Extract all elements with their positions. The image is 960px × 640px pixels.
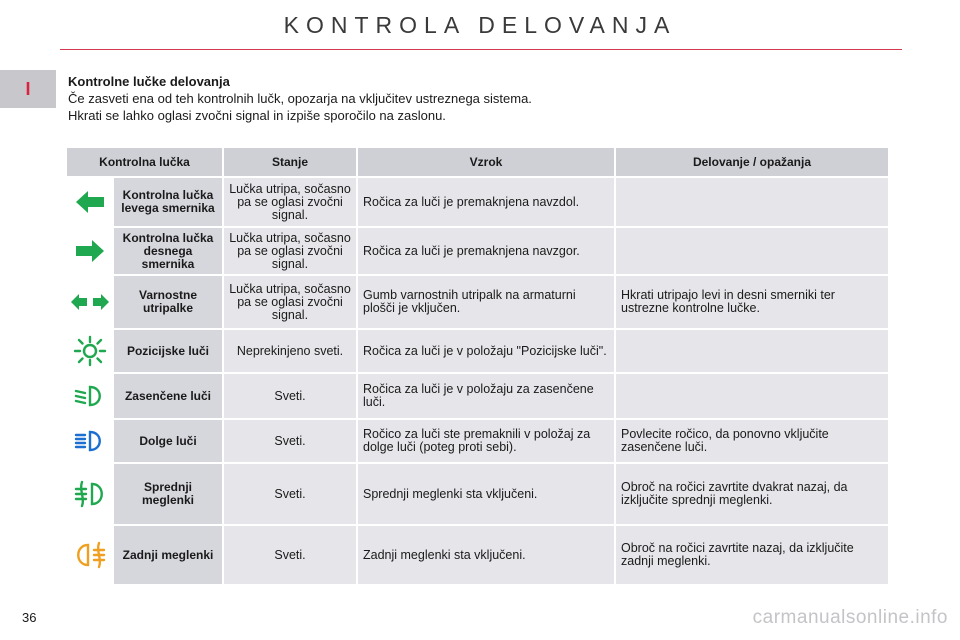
- light-state: Sveti.: [223, 419, 357, 463]
- front-fog-icon: [67, 480, 112, 508]
- light-cause: Ročica za luči je premaknjena navzdol.: [357, 177, 615, 227]
- page-title: KONTROLA DELOVANJA: [283, 12, 677, 38]
- light-action: [615, 227, 889, 275]
- light-name: Zasenčene luči: [113, 373, 223, 419]
- header-action: Delovanje / opažanja: [615, 148, 889, 177]
- light-icon-cell: [67, 373, 113, 419]
- light-cause: Ročica za luči je v položaju "Pozicijske luči".: [357, 329, 615, 373]
- light-state: Sveti.: [223, 373, 357, 419]
- table-row: [67, 525, 889, 585]
- light-cause: Zadnji meglenki sta vključeni.: [357, 525, 615, 585]
- section-tab[interactable]: I: [0, 70, 56, 108]
- light-cause: Sprednji meglenki sta vključeni.: [357, 463, 615, 525]
- intro-line-2: Hkrati se lahko oglasi zvočni signal in izpiše sporočilo na zaslonu.: [68, 108, 446, 123]
- light-icon-cell: [67, 463, 113, 525]
- light-cause: Gumb varnostnih utripalk na armaturni plošči je vključen.: [357, 275, 615, 329]
- light-action: [615, 373, 889, 419]
- intro-heading: Kontrolne lučke delovanja: [68, 74, 230, 89]
- light-state: Lučka utripa, sočasno pa se oglasi zvočni signal.: [223, 177, 357, 227]
- light-icon-cell: [67, 329, 113, 373]
- header-cause: Vzrok: [357, 148, 615, 177]
- table-row: [67, 275, 889, 329]
- right-turn-arrow-icon: [67, 239, 112, 263]
- light-state: Lučka utripa, sočasno pa se oglasi zvočni signal.: [223, 275, 357, 329]
- main-beam-icon: [67, 429, 112, 453]
- intro-line-1: Če zasveti ena od teh kontrolnih lučk, opozarja na vključitev ustreznega sistema.: [68, 91, 532, 106]
- hazard-arrows-icon: [67, 293, 112, 311]
- sidelights-icon: [67, 335, 112, 367]
- light-cause: Ročica za luči je v položaju za zasenčene luči.: [357, 373, 615, 419]
- table-row: [67, 329, 889, 373]
- light-name: Kontrolna lučka desnega smernika: [113, 227, 223, 275]
- light-icon-cell: [67, 525, 113, 585]
- light-action: Obroč na ročici zavrtite dvakrat nazaj, da izključite sprednji meglenki.: [615, 463, 889, 525]
- light-icon-cell: [67, 419, 113, 463]
- light-name: Kontrolna lučka levega smernika: [113, 177, 223, 227]
- table-header-row: [67, 148, 889, 177]
- light-cause: Ročica za luči je premaknjena navzgor.: [357, 227, 615, 275]
- table-row: [67, 177, 889, 227]
- intro-block: [68, 73, 888, 124]
- light-action: Obroč na ročici zavrtite nazaj, da izključite zadnji meglenki.: [615, 525, 889, 585]
- header-light: Kontrolna lučka: [67, 148, 223, 177]
- light-name: Zadnji meglenki: [113, 525, 223, 585]
- light-name: Sprednji meglenki: [113, 463, 223, 525]
- table-row: [67, 227, 889, 275]
- light-state: Sveti.: [223, 463, 357, 525]
- header-state: Stanje: [223, 148, 357, 177]
- table-row: [67, 373, 889, 419]
- light-name: Dolge luči: [113, 419, 223, 463]
- table-row: [67, 419, 889, 463]
- light-icon-cell: [67, 227, 113, 275]
- rear-fog-icon: [67, 541, 112, 569]
- light-action: Hkrati utripajo levi in desni smerniki ter ustrezne kontrolne lučke.: [615, 275, 889, 329]
- light-name: Varnostne utripalke: [113, 275, 223, 329]
- light-state: Lučka utripa, sočasno pa se oglasi zvočni signal.: [223, 227, 357, 275]
- watermark: carmanualsonline.info: [752, 607, 948, 628]
- light-action: [615, 177, 889, 227]
- light-state: Neprekinjeno sveti.: [223, 329, 357, 373]
- dipped-beam-icon: [67, 384, 112, 408]
- table-row: [67, 463, 889, 525]
- light-icon-cell: [67, 275, 113, 329]
- warning-lights-table: [67, 148, 890, 586]
- left-turn-arrow-icon: [67, 190, 112, 214]
- light-cause: Ročico za luči ste premaknili v položaj za dolge luči (poteg proti sebi).: [357, 419, 615, 463]
- light-icon-cell: [67, 177, 113, 227]
- light-name: Pozicijske luči: [113, 329, 223, 373]
- light-action: [615, 329, 889, 373]
- page-number: 36: [22, 610, 37, 625]
- light-state: Sveti.: [223, 525, 357, 585]
- title-divider: [60, 49, 902, 50]
- light-action: Povlecite ročico, da ponovno vključite zasenčene luči.: [615, 419, 889, 463]
